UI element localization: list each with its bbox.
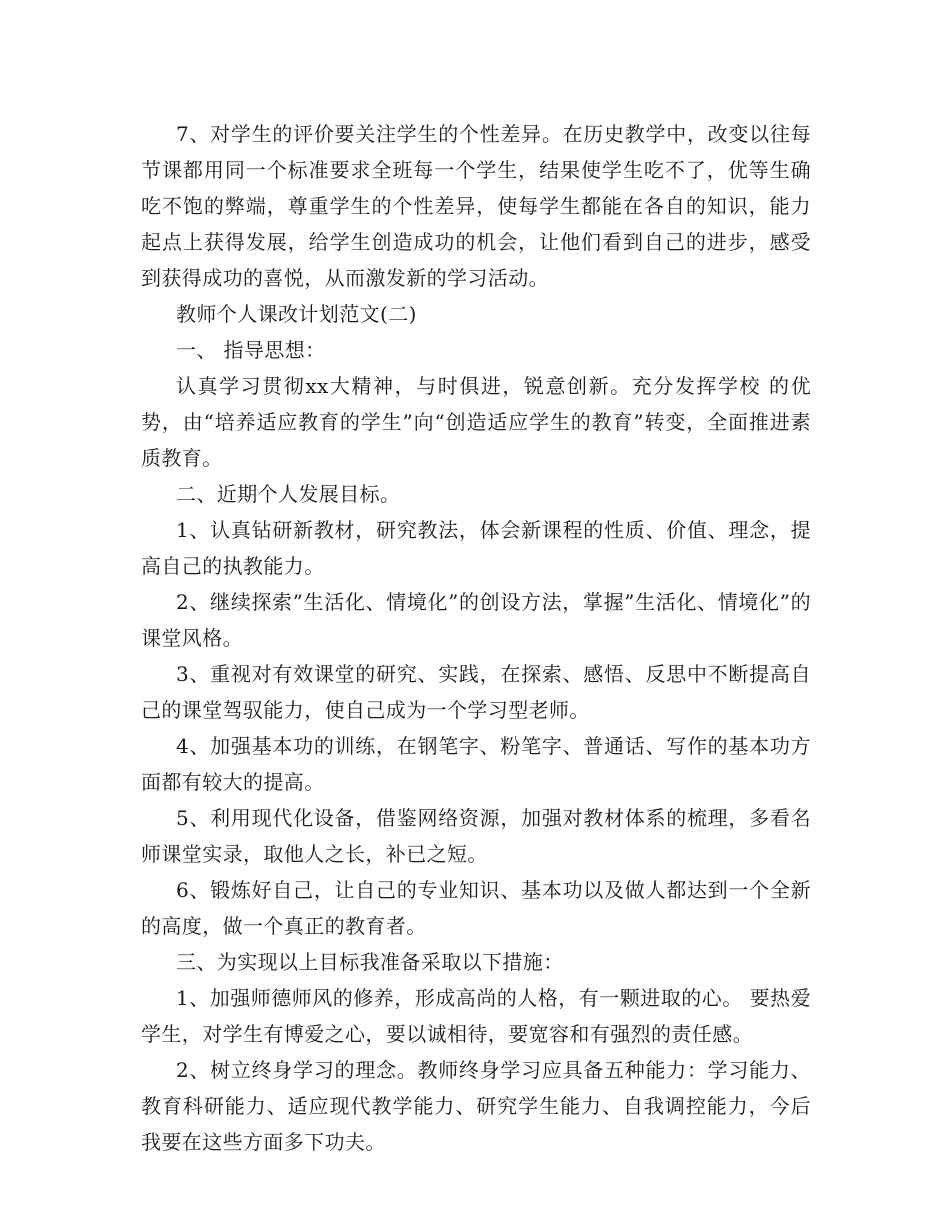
measure-item-1: 1、加强师德师风的修养，形成高尚的人格，有一颗进取的心。 要热爱学生，对学生有博爱之心，要以诚相待，要宽容和有强烈的责任感。 [141, 986, 811, 1046]
measure-item-2: 2、树立终身学习的理念。教师终身学习应具备五种能力：学习能力、教育科研能力、适应现代教学能力、研究学生能力、自我调控能力，今后我要在这些方面多下功夫。 [141, 1058, 811, 1154]
goal-item-2: 2、继续探索”生活化、情境化”的创设方法，掌握”生活化、情境化”的课堂风格。 [141, 590, 811, 650]
heading-development-goals: 二、近期个人发展目标。 [176, 482, 401, 506]
section-title: 教师个人课改计划范文(二) [176, 302, 417, 326]
document-body [141, 116, 811, 1160]
goal-item-5: 5、利用现代化设备，借鉴网络资源，加强对教材体系的梳理，多看名师课堂实录，取他人之长，补已之短。 [141, 806, 811, 866]
goal-item-3: 3、重视对有效课堂的研究、实践，在探索、感悟、反思中不断提高自己的课堂驾驭能力，使自己成为一个学习型老师。 [141, 662, 811, 722]
paragraph-guiding-ideology: 认真学习贯彻xx大精神，与时俱进，锐意创新。充分发挥学校 的优势，由“培养适应教育的学生”向“创造适应学生的教育”转变，全面推进素质教育。 [141, 374, 811, 470]
heading-measures: 三、为实现以上目标我准备采取以下措施： [176, 950, 564, 974]
goal-item-6: 6、锻炼好自己，让自己的专业知识、基本功以及做人都达到一个全新的高度，做一个真正的教育者。 [141, 878, 811, 938]
paragraph-evaluation-diversity: 7、对学生的评价要关注学生的个性差异。在历史教学中，改变以往每节课都用同一个标准要求全班每一个学生，结果使学生吃不了，优等生确吃不饱的弊端，尊重学生的个性差异，使每学生都能在各自的知识，能力起点上获得发展，给学生创造成功的机会，让他们看到自己的进步，感受到获得成功的喜悦，从而激发新的学习活动。 [141, 122, 811, 290]
heading-guiding-ideology: 一、 指导思想： [176, 338, 326, 362]
goal-item-1: 1、认真钻研新教材，研究教法，体会新课程的性质、价值、理念，提高自己的执教能力。 [141, 518, 811, 578]
goal-item-4: 4、加强基本功的训练，在钢笔字、粉笔字、普通话、写作的基本功方面都有较大的提高。 [141, 734, 811, 794]
